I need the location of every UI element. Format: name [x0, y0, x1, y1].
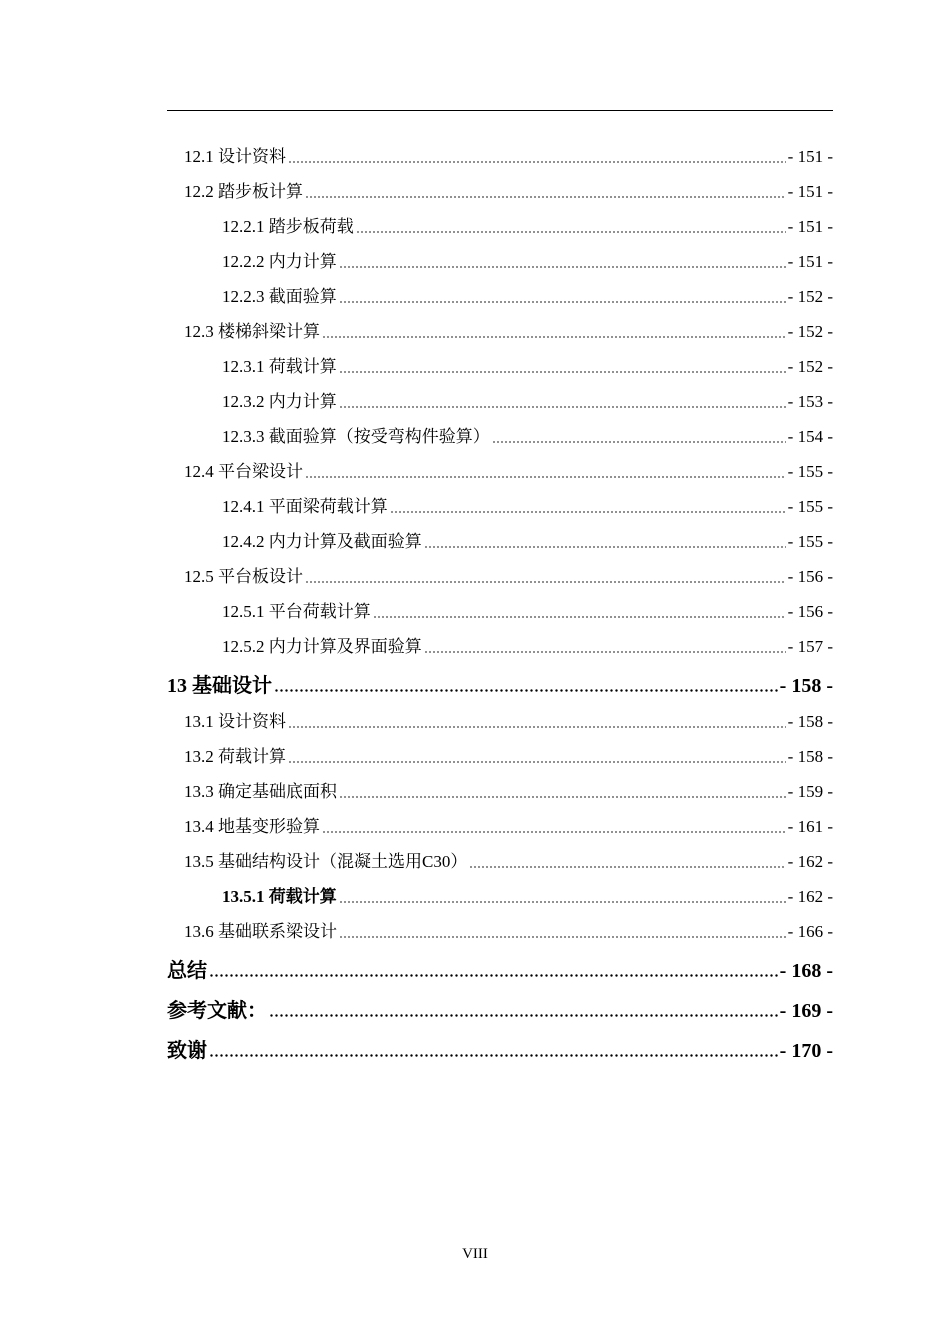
toc-leader-dots: [305, 581, 786, 583]
toc-entry-title: 12.5.1 平台荷载计算: [222, 602, 371, 621]
toc-entry-title: 12.3.3 截面验算（按受弯构件验算）: [222, 427, 490, 446]
toc-entry-page: - 159 -: [787, 782, 833, 801]
toc-entry[interactable]: [167, 774, 833, 809]
toc-entry[interactable]: [167, 454, 833, 489]
page-number-footer: VIII: [462, 1246, 488, 1262]
toc-entry-title: 13.1 设计资料: [184, 712, 286, 731]
toc-leader-dots: [322, 336, 786, 338]
toc-leader-dots: [339, 266, 786, 268]
toc-entry[interactable]: [167, 879, 833, 914]
toc-entry-page: - 151 -: [787, 217, 833, 236]
toc-entry[interactable]: [167, 314, 833, 349]
toc-entry-page: - 156 -: [787, 567, 833, 586]
toc-entry-page: - 169 -: [779, 1000, 833, 1022]
toc-entry-page: - 166 -: [787, 922, 833, 941]
toc-leader-dots: [469, 866, 785, 868]
toc-entry-title: 12.3.2 内力计算: [222, 392, 337, 411]
toc-leader-dots: [322, 831, 786, 833]
toc-entry-page: - 170 -: [779, 1040, 833, 1062]
toc-entry-title: 12.2 踏步板计算: [184, 182, 303, 201]
toc-entry-page: - 151 -: [787, 252, 833, 271]
toc-entry[interactable]: [167, 844, 833, 879]
toc-entry-title: 12.3 楼梯斜梁计算: [184, 322, 320, 341]
toc-leader-dots: [339, 796, 786, 798]
toc-entry[interactable]: [167, 914, 833, 949]
toc-entry-title: 13.4 地基变形验算: [184, 817, 320, 836]
toc-entry[interactable]: [167, 349, 833, 384]
toc-entry[interactable]: [167, 594, 833, 629]
toc-entry-page: - 151 -: [787, 182, 833, 201]
toc-entry-page: - 153 -: [787, 392, 833, 411]
toc-entry[interactable]: [167, 629, 833, 664]
toc-leader-dots: [288, 761, 786, 763]
toc-entry-title: 12.2.3 截面验算: [222, 287, 337, 306]
toc-entry-page: - 158 -: [779, 675, 833, 697]
toc-entry-page: - 156 -: [787, 602, 833, 621]
table-of-contents: [167, 139, 833, 1069]
toc-leader-dots: [288, 161, 786, 163]
toc-entry[interactable]: [167, 244, 833, 279]
toc-entry[interactable]: [167, 704, 833, 739]
toc-entry-page: - 168 -: [779, 960, 833, 982]
toc-entry-page: - 158 -: [787, 712, 833, 731]
toc-entry-title: 12.2.1 踏步板荷载: [222, 217, 354, 236]
toc-entry[interactable]: [167, 739, 833, 774]
toc-leader-dots: [356, 231, 786, 233]
toc-leader-dots: [209, 974, 778, 977]
toc-entry-title: 12.3.1 荷载计算: [222, 357, 337, 376]
toc-entry-title: 12.5.2 内力计算及界面验算: [222, 637, 422, 656]
toc-entry[interactable]: [167, 989, 833, 1029]
toc-entry[interactable]: [167, 559, 833, 594]
toc-entry-title: 参考文献：: [167, 1000, 267, 1022]
toc-entry-title: 13.6 基础联系梁设计: [184, 922, 337, 941]
toc-entry-title: 总结: [167, 960, 207, 982]
toc-leader-dots: [274, 689, 778, 692]
toc-entry-title: 13.5.1 荷载计算: [222, 887, 337, 906]
toc-leader-dots: [390, 511, 786, 513]
toc-leader-dots: [305, 196, 786, 198]
toc-leader-dots: [492, 441, 786, 443]
toc-entry-title: 13.5 基础结构设计（混凝土选用C30）: [184, 852, 468, 871]
toc-entry-page: - 158 -: [787, 747, 833, 766]
toc-entry-page: - 152 -: [787, 287, 833, 306]
toc-entry-title: 12.5 平台板设计: [184, 567, 303, 586]
toc-leader-dots: [339, 406, 786, 408]
toc-entry[interactable]: [167, 1029, 833, 1069]
toc-entry[interactable]: [167, 139, 833, 174]
toc-entry-title: 13.2 荷载计算: [184, 747, 286, 766]
toc-entry[interactable]: [167, 174, 833, 209]
toc-entry[interactable]: [167, 279, 833, 314]
toc-entry[interactable]: [167, 419, 833, 454]
toc-leader-dots: [288, 726, 786, 728]
toc-entry-page: - 155 -: [787, 462, 833, 481]
toc-entry[interactable]: [167, 384, 833, 419]
toc-leader-dots: [209, 1054, 778, 1057]
toc-entry-page: - 152 -: [787, 357, 833, 376]
toc-entry-title: 13 基础设计: [167, 675, 272, 697]
toc-entry-page: - 162 -: [787, 852, 833, 871]
toc-entry-page: - 155 -: [787, 532, 833, 551]
toc-entry-title: 12.4 平台梁设计: [184, 462, 303, 481]
toc-leader-dots: [424, 546, 786, 548]
toc-entry[interactable]: [167, 209, 833, 244]
toc-leader-dots: [305, 476, 786, 478]
toc-entry[interactable]: [167, 949, 833, 989]
toc-leader-dots: [373, 616, 786, 618]
toc-entry-page: - 152 -: [787, 322, 833, 341]
toc-entry-title: 12.1 设计资料: [184, 147, 286, 166]
toc-entry[interactable]: [167, 809, 833, 844]
toc-entry-page: - 162 -: [787, 887, 833, 906]
toc-leader-dots: [339, 301, 786, 303]
toc-entry-page: - 154 -: [787, 427, 833, 446]
toc-entry-page: - 161 -: [787, 817, 833, 836]
toc-entry[interactable]: [167, 664, 833, 704]
toc-leader-dots: [339, 901, 786, 903]
toc-entry-title: 12.4.1 平面梁荷载计算: [222, 497, 388, 516]
toc-entry-title: 致谢: [167, 1040, 207, 1062]
toc-leader-dots: [269, 1014, 778, 1017]
toc-entry-page: - 155 -: [787, 497, 833, 516]
toc-entry-page: - 157 -: [787, 637, 833, 656]
toc-entry-page: - 151 -: [787, 147, 833, 166]
toc-entry-title: 12.4.2 内力计算及截面验算: [222, 532, 422, 551]
toc-entry[interactable]: [167, 524, 833, 559]
toc-entry-title: 12.2.2 内力计算: [222, 252, 337, 271]
toc-entry[interactable]: [167, 489, 833, 524]
header-rule: [167, 110, 833, 111]
toc-leader-dots: [424, 651, 786, 653]
toc-entry-title: 13.3 确定基础底面积: [184, 782, 337, 801]
toc-leader-dots: [339, 936, 786, 938]
toc-leader-dots: [339, 371, 786, 373]
